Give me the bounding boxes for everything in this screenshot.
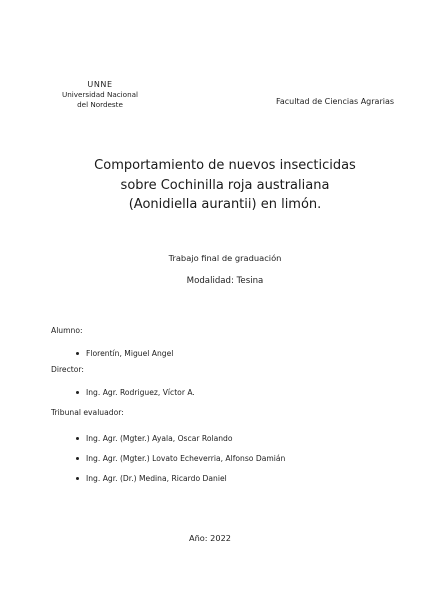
tribunal-member-name: Ing. Agr. (Dr.) Medina, Ricardo Daniel bbox=[86, 474, 227, 483]
tribunal-list-item bbox=[76, 474, 227, 483]
university-name-line1: Universidad Nacional bbox=[61, 90, 139, 99]
tribunal-member-name: Ing. Agr. (Mgter.) Lovato Echeverria, Alfonso Damián bbox=[86, 454, 286, 463]
bullet-icon bbox=[76, 457, 79, 460]
tribunal-label: Tribunal evaluador: bbox=[51, 408, 124, 417]
modality: Modalidad: Tesina bbox=[186, 276, 264, 286]
thesis-title-line1: Comportamiento de nuevos insecticidas bbox=[94, 158, 356, 173]
work-type: Trabajo final de graduación bbox=[168, 253, 282, 263]
university-acronym: UNNE bbox=[87, 80, 113, 89]
tribunal-member-name: Ing. Agr. (Mgter.) Ayala, Oscar Rolando bbox=[86, 434, 233, 443]
tribunal-list-item bbox=[76, 434, 233, 443]
student-list-item bbox=[76, 349, 173, 358]
tribunal-list-item bbox=[76, 454, 285, 463]
student-name: Florentín, Miguel Angel bbox=[86, 349, 174, 358]
bullet-icon bbox=[76, 437, 79, 440]
bullet-icon bbox=[76, 391, 79, 394]
university-name-line2: del Nordeste bbox=[77, 100, 123, 109]
faculty-name: Facultad de Ciencias Agrarias bbox=[276, 97, 395, 106]
thesis-title-line3: (Aonidiella aurantii) en limón. bbox=[128, 197, 322, 212]
director-label: Director: bbox=[51, 365, 84, 374]
director-list-item bbox=[76, 388, 195, 397]
director-name: Ing. Agr. Rodriguez, Víctor A. bbox=[86, 388, 195, 397]
university-block bbox=[58, 80, 142, 110]
thesis-title-line2: sobre Cochinilla roja australiana bbox=[120, 177, 330, 193]
thesis-title bbox=[60, 156, 390, 215]
bullet-icon bbox=[76, 352, 79, 355]
bullet-icon bbox=[76, 477, 79, 480]
student-label: Alumno: bbox=[51, 326, 83, 335]
year: Año: 2022 bbox=[189, 533, 231, 543]
